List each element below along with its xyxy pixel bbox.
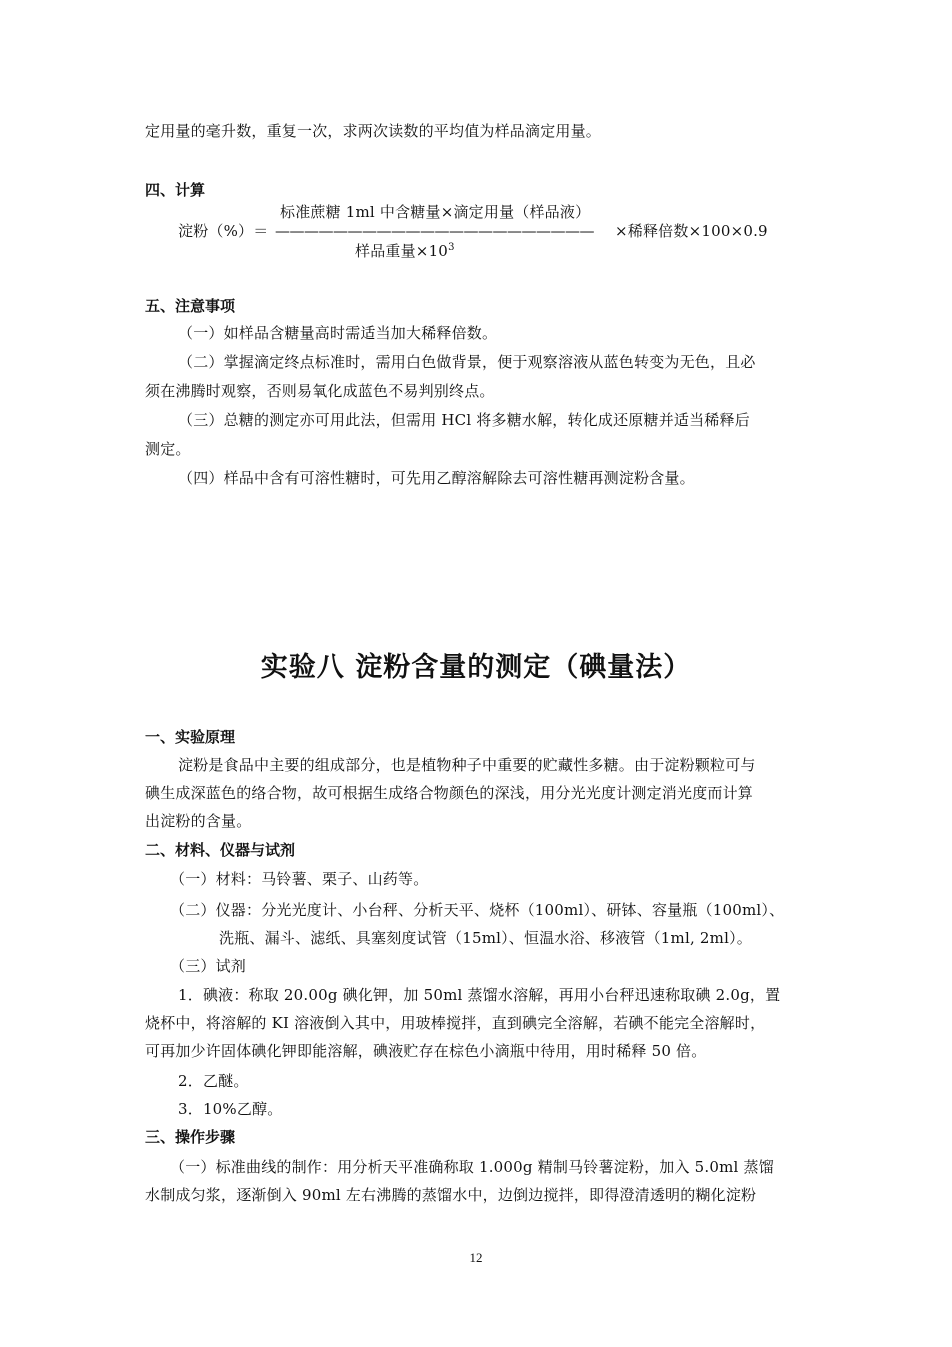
text-line: 碘生成深蓝色的络合物，故可根据生成络合物颜色的深浅，用分光光度计测定消光度而计算 [145,784,754,802]
formula-fraction-rule: —————————————————————— [275,222,594,240]
text-line: 1．碘液：称取 20.00g 碘化钾，加 50ml 蒸馏水溶解，再用小台秤迅速称取碘 2.0g，置 [178,986,781,1004]
text-line: 测定。 [145,440,191,458]
text-line: 出淀粉的含量。 [145,812,252,830]
text-line: （四）样品中含有可溶性糖时，可先用乙醇溶解除去可溶性糖再测淀粉含量。 [178,469,695,487]
text-line: （一）如样品含糖量高时需适当加大稀释倍数。 [178,324,498,342]
experiment-title: 实验八 淀粉含量的测定（碘量法） [260,652,692,683]
text-line: （二）仪器：分光光度计、小台秤、分析天平、烧杯（100ml）、研钵、容量瓶（100ml）、 [170,901,785,919]
text-line: 烧杯中，将溶解的 KI 溶液倒入其中，用玻棒搅拌，直到碘完全溶解，若碘不能完全溶解时， [145,1014,766,1032]
section-heading-notes: 五、注意事项 [145,297,236,315]
page-number: 12 [469,1250,483,1265]
text-line: （三）试剂 [170,957,247,975]
text-line: 可再加少许固体碘化钾即能溶解，碘液贮存在棕色小滴瓶中待用，用时稀释 50 倍。 [145,1042,707,1060]
section-heading-materials: 二、材料、仪器与试剂 [145,841,296,859]
denominator-exponent: 3 [448,242,455,253]
text-line: （一）标准曲线的制作：用分析天平准确称取 1.000g 精制马铃薯淀粉，加入 5.0ml 蒸馏 [170,1158,774,1176]
text-line: （一）材料：马铃薯、栗子、山药等。 [170,870,429,888]
formula-denominator [355,241,455,261]
text-line: （二）掌握滴定终点标准时，需用白色做背景，便于观察溶液从蓝色转变为无色，且必 [178,353,756,371]
text-line: 2．乙醚。 [178,1072,249,1090]
section-heading-procedure: 三、操作步骤 [145,1128,236,1146]
text-line: 3．10%乙醇。 [178,1100,283,1118]
denominator-text: 样品重量×10 [355,242,449,260]
formula-rhs: ×稀释倍数×100×0.9 [615,222,768,240]
formula-lhs: 淀粉（%）＝ [178,222,269,240]
text-line: 定用量的毫升数，重复一次，求两次读数的平均值为样品滴定用量。 [145,122,602,140]
text-line: 须在沸腾时观察，否则易氧化成蓝色不易判别终点。 [145,382,495,400]
section-heading-calculation: 四、计算 [145,181,206,199]
text-line: 洗瓶、漏斗、滤纸、具塞刻度试管（15ml）、恒温水浴、移液管（1ml, 2ml）。 [219,929,752,947]
formula-numerator: 标准蔗糖 1ml 中含糖量×滴定用量（样品液） [280,203,591,221]
text-line: 淀粉是食品中主要的组成部分，也是植物种子中重要的贮藏性多糖。由于淀粉颗粒可与 [178,756,756,774]
text-line: 水制成匀浆，逐渐倒入 90ml 左右沸腾的蒸馏水中，边倒边搅拌，即得澄清透明的糊化淀粉 [145,1186,757,1204]
section-heading-principle: 一、实验原理 [145,728,236,746]
text-line: （三）总糖的测定亦可用此法，但需用 HCl 将多糖水解，转化成还原糖并适当稀释后 [178,411,750,429]
